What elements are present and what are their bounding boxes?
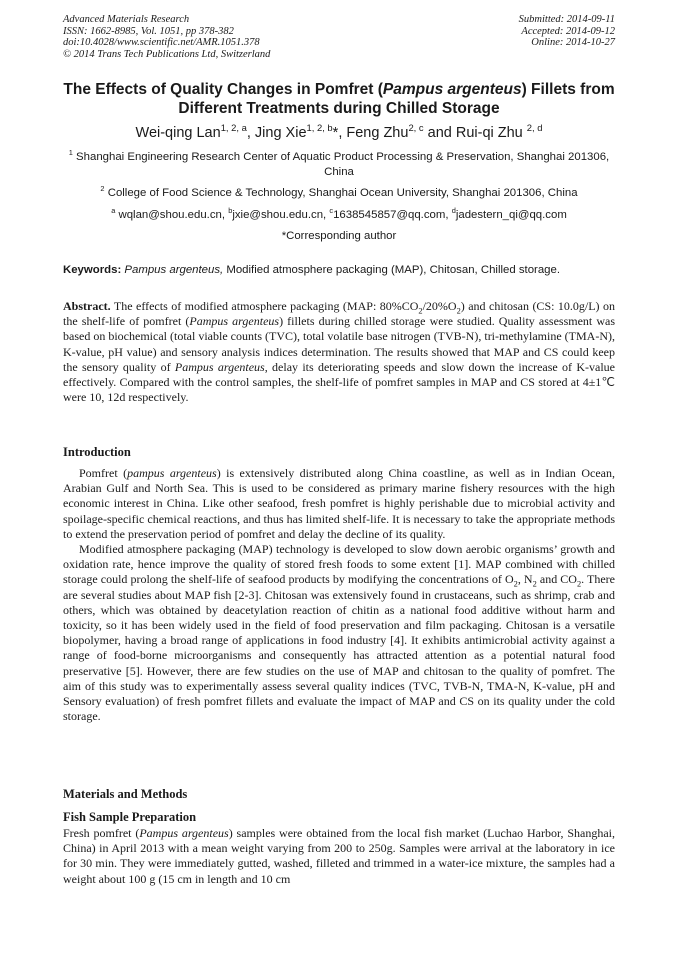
abstract: Abstract. The effects of modified atmosphere packaging (MAP: $80\%CO_2/20\%O_2$) and chitosan (CS: 10.0g/L) on the shelf-life of pomfret (Pampus argenteus) fillets during chilled storage were studied. Quality assessment was based on biochemical (total viable counts (TVC), total volatile base nitrogen (TVB-N), tri-methylamine (TMA-N), K-value, pH value) and sensory analysis indices determination. The results showed that MAP and CS could keep the sensory quality of Pampus argenteus, delay its deteriorating speeds and slow down the increase of K-value effectively. Compared with the control samples, the shelf-life of pomfret samples in MAP and CS stored at 4±1℃ were 10, 12d respectively.: [63, 299, 616, 405]
journal-name: Advanced Materials Research: [63, 14, 190, 25]
fish-sample-subheading: Fish Sample Preparation: [63, 810, 197, 824]
methods-heading: Materials and Methods: [63, 787, 188, 801]
corresponding-author: *Corresponding author: [281, 230, 397, 242]
doi: doi:10.4028/www.scientific.net/AMR.1051.378: [63, 37, 260, 48]
keywords: Keywords: Pampus argenteus, Modified atmosphere packaging (MAP), Chitosan, Chilled storage.: [63, 264, 561, 276]
journal-header: [63, 14, 270, 60]
methods-body: [63, 826, 615, 887]
paper-title: The Effects of Quality Changes in Pomfret (Pampus argenteus) Fillets from Different Treatments during Chilled Storage: [63, 81, 615, 117]
introduction-heading: Introduction: [63, 445, 131, 459]
affiliation-1: $^1$ Shanghai Engineering Research Center of Aquatic Product Processing & Preservation, Shanghai 201306, China: [68, 148, 610, 178]
paragraph: Modified atmosphere packaging (MAP) technology is developed to slow down aerobic organisms’ growth and oxidation rate, hence improve the quality of stored fresh foods to some extent [1]. MAP combined with chilled storage could prolong the shelf-life of seafood products by modifying the concentrations of $O_2$, $N_2$ and $CO_2$. There are several studies about MAP fish [2-3]. Chitosan was extensively found in crustaceans, such as shrimp, crab and others, which was obtained by deacetylation reaction of chitin as a national food additive without harm and toxicity, so it has been widely used in the field of food preservation and film packaging. Chitosan is a versatile biopolymer, having a broad range of applications in food industry [4]. It exhibits antimicrobial activity against a range of food-borne microorganisms and consequently has attracted attention as a potential natural food preservative [5]. However, there are few studies on the use of MAP and chitosan to the quality of pomfret. The aim of this study was to experimentally assess several quality indices (TVC, TVB-N, TMA-N, K-value, pH and Sensory evaluation) of fresh pomfret fillets and evaluate the impact of MAP and CS on its quality under the cold storage.: [63, 542, 616, 724]
affiliation-2: $^2$ College of Food Science & Technology, Shanghai Ocean University, Shanghai 201306, China: [100, 184, 578, 199]
paragraph: Fresh pomfret (Pampus argenteus) samples were obtained from the local fish market (Luchao Harbor, Shanghai, China) in April 2013 with a mean weight varying from 200 to 250g. Samples were arrival at the laboratory in ice for 30 min. They were immediately gutted, washed, filleted and trimmed in a water-ice mixture, the samples had a weight about 100 g (15 cm in length and 10 cm: [63, 826, 615, 886]
dates-header: [519, 14, 615, 49]
submitted-date: Submitted: 2014-09-11: [518, 14, 615, 25]
email-list: $^a$ wqlan@shou.edu.cn, $^b$jxie@shou.edu.cn, $^c$1638545857@qq.com, $^d$jadestern_qi@qq.com: [111, 206, 567, 221]
issn: ISSN: 1662-8985, Vol. 1051, pp 378-382: [63, 25, 234, 37]
accepted-date: Accepted: 2014-09-12: [521, 25, 615, 37]
author-list: Wei-qing Lan$^{1, 2, a}$, Jing Xie$^{1, 2, b}$*, Feng Zhu$^{2, c}$ and Rui-qi Zhu $^{2, d}$: [135, 122, 543, 141]
introduction-body: [63, 466, 615, 724]
online-date: Online: 2014-10-27: [531, 37, 615, 48]
copyright: © 2014 Trans Tech Publications Ltd, Switzerland: [63, 48, 271, 60]
paragraph: Pomfret (pampus argenteus) is extensively distributed along China coastline, as well as in Indian Ocean, Arabian Gulf and North Sea. This is used to be considered as primary marine fishery resources with the high economic interest in China. Like other seafood, fresh pomfret is highly perishable due to microbial activity and spoilage-specific chemical reactions, and thus has limited shelf-life. It is necessary to take the appropriate methods to extend the preservation period of pomfret and delay the decline of its quality.: [63, 466, 615, 541]
